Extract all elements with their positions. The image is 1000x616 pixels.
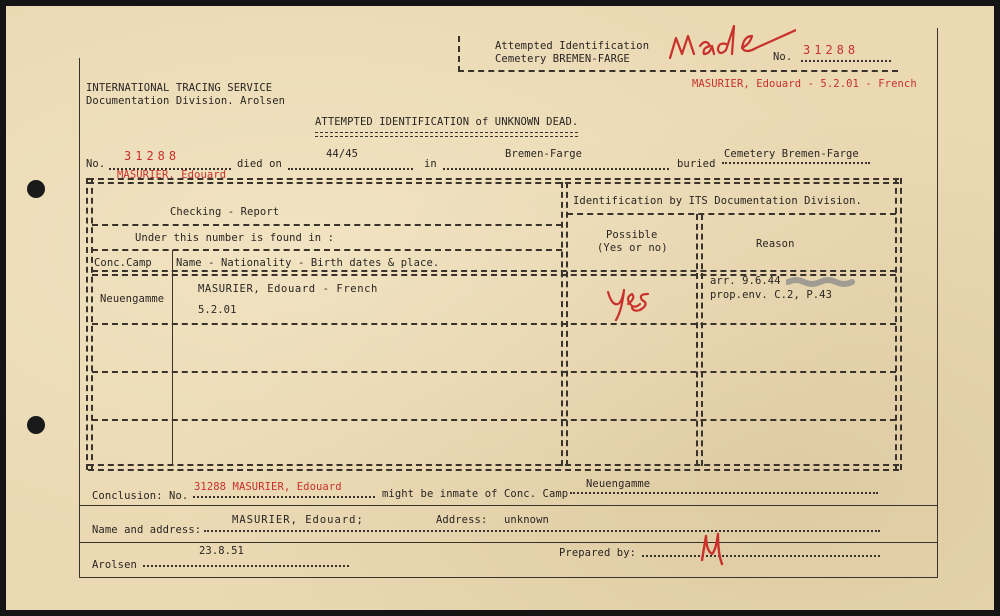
reason-divider-2	[701, 214, 703, 466]
column-header-camp: Conc.Camp	[94, 257, 152, 269]
header-name-line: MASURIER, Edouard - 5.2.01 - French	[692, 78, 917, 90]
header-box-left-edge	[458, 36, 460, 72]
identification-header: Identification by ITS Documentation Division.	[573, 195, 862, 207]
prepared-by-dots	[642, 555, 880, 557]
punch-hole-bottom	[27, 416, 45, 434]
row1-name-line-1: MASURIER, Edouard - French	[198, 283, 378, 295]
entry-no-label: No.	[86, 158, 106, 170]
table-top-border-2	[88, 182, 899, 184]
entry-cemetery: Cemetery Bremen-Farge	[724, 148, 859, 160]
reason-header: Reason	[756, 238, 795, 250]
table-right-border-2	[900, 178, 902, 470]
footer-date: 23.8.51	[199, 545, 244, 557]
name-address-label: Name and address:	[92, 524, 202, 536]
header-attempted-identification: Attempted Identification	[495, 40, 650, 52]
row-rule-2	[92, 371, 896, 373]
form-title: ATTEMPTED IDENTIFICATION of UNKNOWN DEAD.	[315, 116, 579, 128]
title-underline-2	[315, 136, 578, 137]
column-header-name: Name - Nationality - Birth dates & place.	[176, 257, 440, 269]
header-number: 31288	[803, 43, 860, 57]
punch-hole-top	[27, 180, 45, 198]
found-in-rule	[92, 249, 562, 251]
possible-header-line-2: (Yes or no)	[597, 242, 668, 254]
in-label: in	[424, 158, 437, 170]
prepared-by-label: Prepared by:	[559, 547, 637, 559]
left-border	[79, 58, 80, 578]
org-line-2: Documentation Division. Arolsen	[86, 95, 286, 107]
table-bottom-border-2	[88, 469, 899, 471]
row1-camp: Neuengamme	[100, 293, 165, 305]
found-in-label: Under this number is found in :	[135, 232, 335, 244]
reason-divider-1	[696, 214, 698, 466]
address-value: unknown	[504, 514, 549, 526]
header-box-bottom-edge	[458, 70, 898, 72]
row1-name-line-2: 5.2.01	[198, 304, 237, 316]
table-left-border-1	[86, 178, 88, 470]
name-address-name: MASURIER, Edouard;	[232, 514, 364, 526]
right-border	[937, 28, 938, 578]
footer-place: Arolsen	[92, 559, 137, 571]
header-cemetery: Cemetery BREMEN-FARGE	[495, 53, 630, 65]
title-underline-1	[315, 132, 578, 133]
handwritten-initial-m	[696, 530, 732, 574]
entry-place: Bremen-Farge	[505, 148, 583, 160]
camp-column-divider	[172, 250, 173, 466]
possible-header-line-1: Possible	[606, 229, 658, 241]
conclusion-rule	[79, 505, 937, 506]
bottom-border	[79, 577, 937, 578]
row-rule-1	[92, 323, 896, 325]
checking-report-label: Checking - Report	[170, 206, 280, 218]
address-label: Address:	[436, 514, 488, 526]
entry-name: MASURIER, Edouard	[117, 169, 227, 181]
name-address-rule	[79, 542, 937, 543]
conclusion-text: might be inmate of Conc. Camp	[382, 488, 569, 500]
header-number-dots	[801, 60, 891, 62]
died-on-date: 44/45	[326, 148, 359, 160]
org-line-1: INTERNATIONAL TRACING SERVICE	[86, 82, 273, 94]
conclusion-camp: Neuengamme	[586, 478, 651, 490]
footer-date-dots	[143, 565, 349, 567]
header-no-label: No.	[773, 51, 793, 63]
name-address-dots	[204, 530, 880, 532]
died-on-dots	[288, 168, 413, 170]
row1-reason-line-1: arr. 9.6.44	[710, 275, 781, 287]
conclusion-number-name: 31288 MASURIER, Edouard	[194, 481, 342, 493]
identification-rule	[567, 213, 896, 215]
conclusion-camp-dots	[570, 492, 878, 494]
conclusion-label: Conclusion: No.	[92, 490, 189, 502]
cemetery-dots	[722, 162, 870, 164]
table-top-border-1	[88, 178, 899, 180]
conclusion-number-dots	[193, 496, 375, 498]
place-dots	[443, 168, 669, 170]
row1-reason-line-2: prop.env. C.2, P.43	[710, 289, 833, 301]
died-on-label: died on	[237, 158, 282, 170]
column-header-rule-1	[92, 270, 896, 272]
row-rule-3	[92, 419, 896, 421]
checking-report-rule	[92, 224, 562, 226]
table-bottom-border-1	[88, 464, 899, 466]
buried-label: buried	[677, 158, 716, 170]
document-card	[6, 6, 994, 610]
handwritten-yes	[604, 284, 664, 328]
entry-number: 31288	[124, 149, 181, 163]
